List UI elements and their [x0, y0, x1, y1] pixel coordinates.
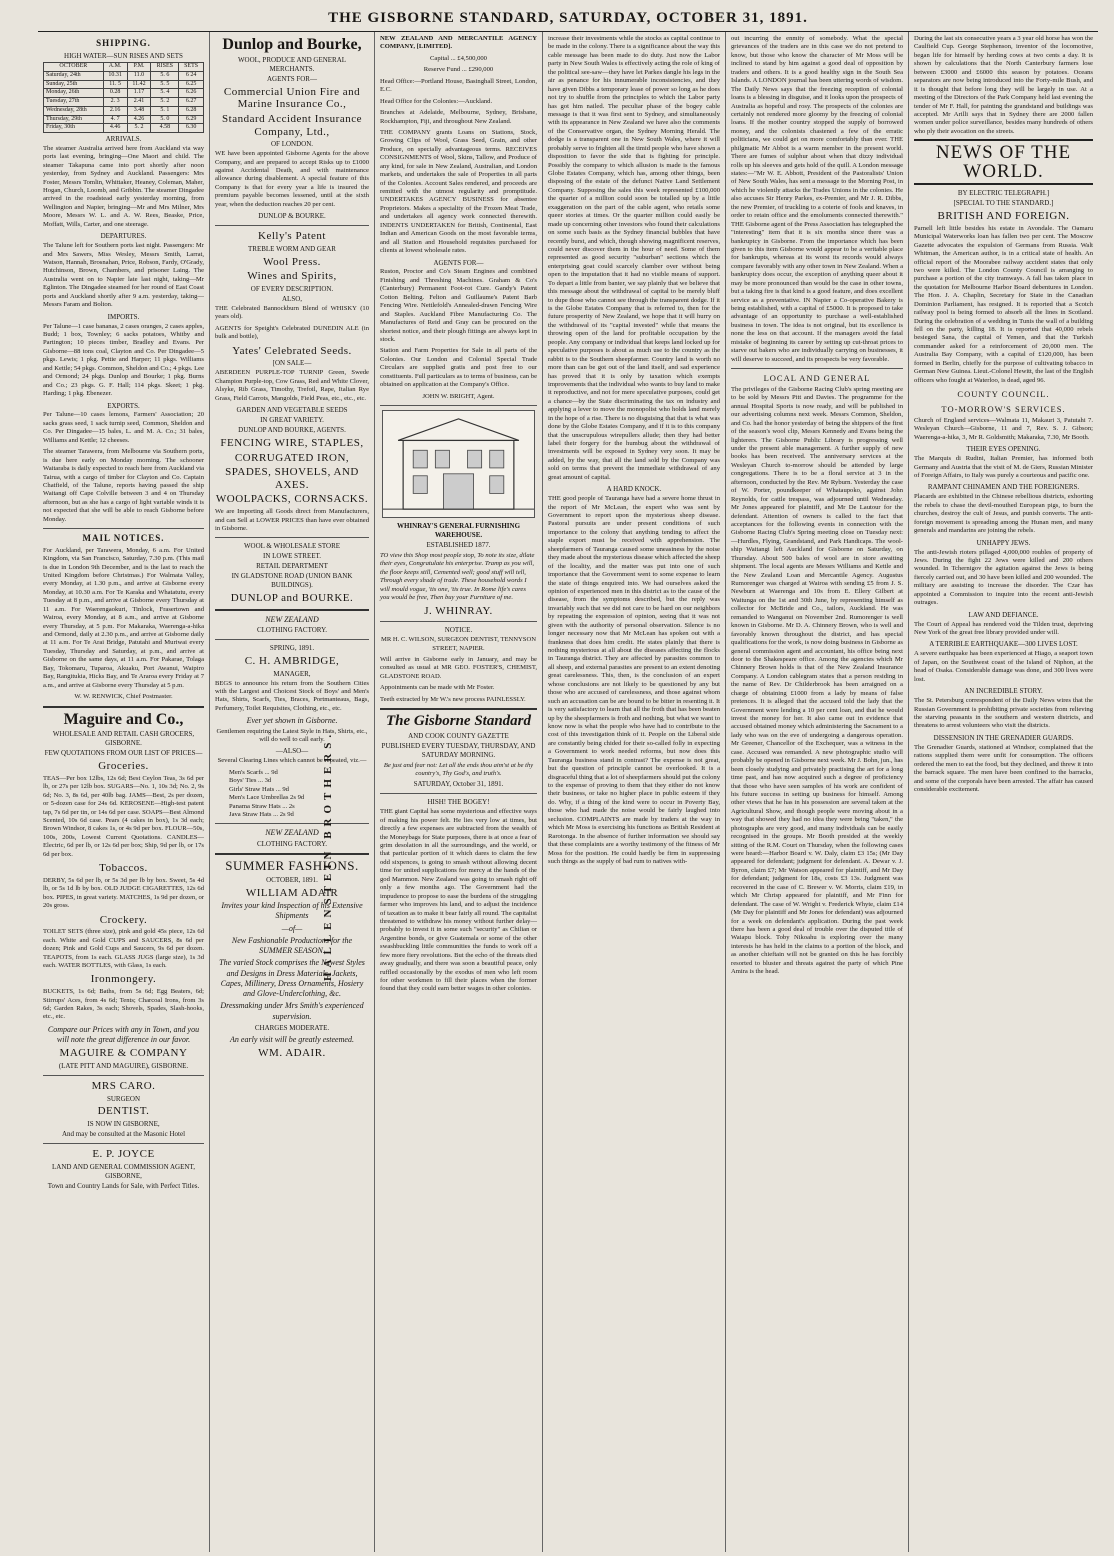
editorial-notes: out incurring the enmity of somebody. What the special grievances of the traders are in this case we do not pretend to know, but those who know the character of Mr Moss will be inclined to stand by him against a good deal of opposition by traders and others. It is a good healthy sign in the South Sea Islands. A LONDON journal has been uttering words of wisdom. The Daily News says that the freezing reception of colonial loans is a blessing in disguise, and it looks upon the prospects of Australia as hopeful and rosy. The prospects of the colonies are certainly not rendered more gloomy by the freezing of colonial loans. If the mother country stopped the supply of borrowed money, and the colonists chastened a few of the erratic politicians, we could get on more comfortably than ever. THE philgmatic Mr Abbot is a warm member in the present world. There are fumes of sulphur about when that dizzy individual rolls up his sleeves and gets hold of the quill. A London message states:—"Mr W. E. Abbott, President of the Pastoralists' Union of New South Wales, has sent a message to the Morning Post, in which he violently attacks the Trades Unions in the colonies. He also accuses Sir Henry Parkes, ex-Premier, and Mr J. R. Dibbs, the new Premier, of truckling to a coterie of fools and knaves, in order to retain office and the emoluments connected therewith." THE Gisborne agent of the Press Association has telegraphed the "interesting" item that it is six months since there was a bankruptcy in Gisborne. From the importance which has been given to this item Gisborne would appear to be a veritable place for bankrupts, whereas at its worst its records would always compare favorably with any other town in New Zealand. When a bankruptcy does occur, the exception of anything queer about it may be more pronounced than would be the case in other towns, but a taking fire is that kind is a good feature, and does excellent service as a preventative. IN Napier a Co-operative Bakery is being established, with a capital of £5000. It is proposed to take advantage of an opportunity to purchase a well-established business in town. The idea is not original, but its excellence is none the less on that account. If the managers avoid the fatal mistake of beginning its career by setting up cut-throat prices to starve out bakers who are individually carrying on businesses, it will deserve to succeed, and its prospects be very favorable. — [731, 35, 903, 363]
summer-fashions: SUMMER FASHIONS. — [225, 857, 359, 873]
divider — [43, 528, 204, 529]
station-text: Station and Farm Properties for Sale in all parts of the Colonies. Our London and Colonial Special Trade Circulars are supplied gratis and post free to our constituents. Full particulars as to terms of business, can be obtained on application at the Company's Office. — [380, 347, 537, 389]
shipping-heading: SHIPPING. — [96, 38, 151, 48]
importing-text: We are Importing all Goods direct from Manufacturers, and can Sell at LOWER PRICES than have ever obtained in Gisborne. — [215, 508, 369, 532]
divider — [43, 706, 204, 708]
clearing-item: Panama Straw Hats ... 2s — [229, 802, 295, 810]
commercial-union: Commercial Union Fire and Marine Insurance Co., — [223, 85, 361, 111]
nzmca-title: NEW ZEALAND AND MERCANTILE AGENCY COMPANY, [LIMITED]. — [380, 35, 537, 51]
maguire-title: Maguire and Co., — [63, 710, 184, 728]
departures-text: The Talune left for Southern ports last night. Passengers: Mr and Mrs Sawers, Miss Wesley, Messrs Smith, Larrat, Watson, Hannah, Brosnahan, Price, Robson, Fardy, O'Grady, Hutchinson, Brown, Chambers, and prisoner Laing. The Australia went on to Napier late last night, taking—Mr Eglinton. The Dingadee steamed for her round of East Coast ports and Auckland shortly after 9 a.m. yesterday, taking—Messrs Faram and Bolton. — [43, 242, 204, 309]
mail-heading: MAIL NOTICES. — [82, 533, 165, 544]
tide-cell: 3.48 — [127, 106, 151, 115]
maguire-signature-sub: (LATE PITT AND MAGUIRE), GISBORNE. — [58, 1061, 189, 1070]
clearing-item: Girls' Straw Hats ... 9d — [229, 785, 289, 793]
tide-row — [44, 124, 204, 133]
divider — [380, 405, 537, 406]
compare-note: Compare our Prices with any in Town, and you will note the great difference in our favor. — [47, 1024, 200, 1045]
local-general-text: The privileges of the Gisborne Racing Club's spring meeting are to be sold by Messrs Pitt and Davies. The programme for the annual Hospital Sports is now ready, and will be published in our advertising columns next week. Messrs Common, Sheldon, and Co. had the honor yesterday of being the shippers of the first of the season's wool clip, Messrs Kennedy and Evans being the lighterers. The Gisborne Public Library is progressing well under the present able management. A further supply of new books has been received. The anniversary services at the Wesleyan Church to-morrow should be attended by large congregations. There is to be a floral service at 3 in the afternoon, conducted by the Rev. Mr Ryburn. Yesterday the case of W. Porter, poundkeeper of Whataupoko, against John Reynolds, for cattle trespass, was adjourned until Wednesday. Mr Jones appeared for plaintiff, and Mr De Lautour for the defendant. Attention of owners is called to the fact that acceptances for the following events in connection with the Gisborne Racing Club's Spring meeting close on Tuesday next:—Hurdles, Flying, Grandstand, and Park Handicaps. The wool-ship Waitangi left Auckland for Gisborne on Saturday, on Thursday. About 500 bales of wool are in store awaiting shipment. The local agents are Messrs Williams and Kettle and the New Zealand Loan and Mercantile Agency. Augustus Rumorenger was charged at Wairoa with sending £5 from J. S. Newburn at Waerenga and 10s from E. Ellery Gilbert at Waitunga on the 1st and 30th June, by representing himself as collector for McBride and Co., tailors, Auckland. He was remanded to Wanganui on November 2nd. Rumorenger is well known in Gisborne. Mr D. A. Chinnery Brown, who is well and favorably known throughout the district, and has special qualifications for the work, is now doing business in Gisborne as general commission agent and accountant, his office being next door to the Shakespeare office. Among the agencies which Mr Chinnery Brown holds is that of the New Zealand Insurance Company. A London cablegram states that a person residing in the name of Rev. Dr Childerbrook has been arraigned on a charge of obtaining £1000 from a lady by means of false pretences. It is alleged that the accused told the lady that the Government were lending a 10 per cent loan, and that he would invest the money for her. It also came out in evidence that accused obtained money which administering the Sacrament to a lady who was on the eve of undergoing a dangerous operation. Mr Greener, Chancellor of the Exchequer, was a witness in the case. Accused was remanded. A new photographic studio will probably be opened in Gisborne next week. Mr J. Bohn, jun., has been closely studying and privately practising the art for a long time past, and has now acquired such a degree of proficiency that those who have seen samples of his work are confident of his future success in setting up business for himself. Among other views that he has in his possession are several taken at the Agricultural Show, and though people were moving about in a way that showed they had no idea they were being "taken," the photographs are very good, and many individuals can be easily recognised in the groups. Mr Booth presided at the weekly sitting of the R.M. Court on Thursday, when the following cases were heard:—Harbor Board v. W. Daly, claim £3 15s; (Mr Day appeared for defendant; judgment for defendant. A. Dewar v. J. Byron, claim £7; Mr Watson appeared for plaintiff, and Mr Day for defendant; judgment for 18s, costs £3 13s. Judgment was recovered in the case of C. Brewer v. W. Morris, claim £19, in which Mr Chrisp appeared for plaintiff, and Mr Finn for defendant. The case of W. Wright v. Frederick Whyte, claim £14 (Mr Day for plaintiff and Mr Jones for defendant) was adjourned for a week on defendant's application. During the past week there has been a good deal of trouble over the disputed title of Waiapu block. Toby Nikoahu is exploring over the many interests he has held in the claims to a portion of the block, and as another chieftain will not be granted on this he has forcibly resorted to bluster and threats against the party of which Pine Amira is the head. — [731, 385, 903, 976]
incredible-text: The St. Petersburg correspondent of the Daily News wires that the Russian Government is prohibiting private societies from relieving the starving peasants in the southern and western districts, and threatens to arrest volunteers who visit the districts. — [914, 697, 1093, 730]
electric-telegraph: BY ELECTRIC TELEGRAPH.] — [957, 189, 1050, 198]
manager: MANAGER, — [273, 669, 311, 678]
tide-row — [44, 106, 204, 115]
news-of-world-title: NEWS OF THE WORLD. — [914, 139, 1093, 185]
tide-cell: 2. 3 — [103, 98, 127, 107]
incredible-heading: AN INCREDIBLE STORY. — [964, 687, 1043, 696]
shipping-notes: The steamer Tarawera, from Melbourne via Southern ports, is due here early on Monday morning. The schooner Waitaraba is daily expected to reach here from Auckland via Tairua, with a cargo of timber for Clayton and Co. Captain Chatfield, of the Talune, reports having passed the ship Waitangi off Cape Colville between 3 and 4 on Thursday afternoon, but as she has a cargo of light variable winds it is not expected that she will be able to reach Gisborne before Monday. — [43, 448, 204, 523]
maguire-sub: WHOLESALE AND RETAIL CASH GROCERS, GISBORNE. — [52, 730, 195, 748]
tide-cell: Wednesday, 28th — [44, 106, 104, 115]
tide-cell: 5. 0 — [151, 115, 179, 124]
garden-seeds: GARDEN AND VEGETABLE SEEDS — [236, 406, 348, 415]
joyce-title: E. P. JOYCE — [92, 1148, 155, 1161]
gladstone-road: IN GLADSTONE ROAD (UNION BANK BUILDINGS). — [231, 572, 353, 590]
quotations: FEW QUOTATIONS FROM OUR LIST OF PRICES— — [44, 749, 203, 758]
column-6-top: During the last six consecutive years a 3 year old horse has won the Caulfield Cup. George Stephenson, inventor of the locomotive, began life for himself by herding cows at two cents a day. It is shown by calculations that the North Canterbury farmers lose between £3000 and £6000 this season by potatoes. Oceans separators are now being introduced into the Forty-mile Bush, and it is thought that before long they will be largely in use. At a meeting of the Directors of the Park Company held last evening the tender of Mr F. Hall, for painting the grandstand and buildings was accepted. Mr Arilli says that in Sydney there are 2000 fallen women under police surveillance, besides many hundreds of others who ply their avocation on the streets. — [914, 35, 1093, 135]
tobaccos-heading: Tobaccos. — [99, 862, 148, 875]
tide-header: OCTOBER — [44, 63, 104, 72]
editorial-text: increase their investments while the stocks as capital continue to be made in the colony. There is a significance about the way this cable message has been made to do duty. Just now the Labor party in New South Wales is effectively acting the role of king of the political see-saw—they have let Parkes dangle his legs in the air as penance for his innumerable inconsistencies, and they have given Dibbs a temporary lease of power so long as he does not try to shuffle from the principles to which the Labor party has got him nailed. The peculiar phase of the bogey cable message is that it was first sent to Sydney, and simultaneously with its appearance in New Zealand we have also the comments of the Conservative organ, the Sydney Morning Herald. The dodge is a transparent one in New South Wales, where it will probably serve to frighten all the timid people who have shown a disposition to favor the side that is fighting for principle. Possibly the company to which allusion is made is the famous Globe Estates Company, which has, among other things, been disposing of the estate of the defunct Native Land Settlement Company. Supposing the sales this week represented £100,000 the quarter of a million could soon be totalled up by a little exaggeration on the part of the cable agent, who retails some queer stories at times. Or the quarter million could easily be made up concerning other investors who found their calculations on some such basis as the Sydney financial bubbles that have recently burst, and which, though showing magnificent reserves, could never discover them in the hour of need. Some of them represented as good security "suburban" sections which the enterprising goat could scarcely clamber over without being open to the imputation that it had no visible means of support. To depart a little from banter, we say plainly that we believe that this message about the withdrawal of capital to be merely bluff to dupe those who cannot see through the transparent dodge. If it is the Globe Estates Company that is referred to, then for the future prosperity of New Zealand, we hope that it will hurry on the withdrawal of its "capital invested" while that means the throwing open of the land for profitable occupation by the people. Any company or individual that keeps land locked up for speculative purposes is about as much use to the country as the rabbit is to the Southern sheepfarmer. Country land is worth no more than can be got out of the land itself, and sad experience has proved that it is only by taxation which exempts improvements that the individual who wants to buy land to make it reproductive, and not for mere speculative purposes, could get a chance—by the State discriminating the tax on industry and applying a lever to move the monopolist who holds land merely in the hope of a rise. There is no disguising that that is what was done by the Globe Estates Company, and if it is to this company that the unscrupulous wirepullers allude; then they had better label their forgery for the humbug about the withdrawal of investments will be exposed in Sydney very soon. It may be added, by the way, that all the land sold by the Company was sold on terms that prevent the immediate withdrawal of any great amount of capital. — [548, 35, 720, 481]
bright-signature: JOHN W. BRIGHT, Agent. — [422, 392, 495, 400]
crockery-heading: Crockery. — [99, 913, 148, 926]
speights: AGENTS for Speight's Celebrated DUNEDIN ALE (in bulk and bottle), — [215, 324, 369, 341]
colonies-office: Head Office for the Colonies:—Auckland. — [380, 97, 493, 105]
issue-date: SATURDAY, October 31, 1891. — [413, 780, 504, 789]
tide-row — [44, 72, 204, 81]
yates-seeds: Yates' Celebrated Seeds. — [232, 344, 352, 357]
dunlop-sub: WOOL, PRODUCE AND GENERAL MERCHANTS. — [237, 55, 347, 73]
divider — [215, 639, 369, 640]
early-visit: An early visit will be greatly esteemed. — [230, 1034, 354, 1044]
reserve: Reserve Fund ... £290,000 — [423, 66, 494, 74]
divider — [43, 1075, 204, 1076]
arrivals-text: The steamer Australia arrived here from Auckland via way ports last evening, bringing—One Maori and child. The steamer Takapuna came into port shortly after noon yesterday, from Sydney and Auckland. Passengers: Mrs Foster, Messrs Tomlin, Whittaker, Heaney, Coleman, Maher, Hogan, Church, Loomb, and Gribbin. The steamer Dingadee arrived in the roadstead early yesterday morning, from Wellington and Napier, bringing—Mr and Mrs Milner, Mrs Moore, Messrs W. L. and A. W. Rees, Beaske, Price, Moffatt, Wills, Carter, and one steerage. — [43, 144, 204, 228]
dissension-text: The Grenadier Guards, stationed at Windsor, complained that the rations supplied them were unfit for consumption. The officers ordered the men to eat the food, but they declined, and threw it into the barrack square. The men have been confined to the barracks, and some of the corporals have been arrested. The affair has caused considerable excitement. — [914, 743, 1093, 793]
tide-cell: 1.17 — [127, 89, 151, 98]
their-eyes-heading: THEIR EYES OPENING. — [966, 445, 1041, 454]
clearing-item: Java Straw Hats ... 2s 9d — [229, 811, 294, 819]
william-adair: WILLIAM ADAIR — [245, 886, 339, 899]
crockery-text: TOILET SETS (three size), pink and gold 45s piece, 12s 6d each. White and Gold CUPS and SAUCERS, 8s 6d per dozen; Pink and Gold Cups and Saucers, 9s 6d per dozen. TEAPOTS, from 1s each. GLASS JUGS (large size), 1s 3d each. WATER BOTTLES, with Glass, 1s each. — [43, 928, 204, 969]
treble-worm: TREBLE WORM AND GEAR — [248, 244, 336, 253]
fencing-wire: FENCING WIRE, STAPLES, — [220, 436, 364, 449]
wool-store: WOOL & WHOLESALE STORE — [243, 542, 341, 551]
on-sale: [ON SALE— — [272, 359, 312, 368]
clearing-item: Men's Lace Umbrellas 2s 9d — [229, 794, 305, 802]
tobaccos-text: DERBY, 5s 6d per lb, or 5s 3d per lb by box. Sweet, 5s 4d lb, or 5s 1d lb by box. OLD JUDGE CIGARETTES, 12s 6d box. PIPES, in great variety. MATCHES, 1s 9d per dozen, or 20s gross. — [43, 876, 204, 910]
tide-row — [44, 89, 204, 98]
tide-cell: 5. 2 — [151, 98, 179, 107]
ironmongery-heading: Ironmongery. — [90, 973, 157, 986]
clearing-list — [215, 769, 369, 820]
tide-cell: Thursday, 29th — [44, 115, 104, 124]
spring-1891: SPRING, 1891. — [269, 644, 315, 653]
standard-accident: Standard Accident Insurance Company, Ltd., — [222, 112, 362, 138]
hard-knock-text: THE good people of Tauranga have had a severe home thrust in the report of Mr McLean, the expert who was sent by Government to report upon the mysterious sheep disease. Pastoral pursuits are under present conditions of such importance to the colony that anything tending to affect the staple export must be received with apprehension. The sheepfarmers of Tauranga caused some uneasiness by the noise they made about the mysterious disease which affected the sheep of the locality, and the matter was put into one of such importance that the Government went to some expense to learn the state of things enquired into. We had ourselves asked the opinion of experienced men in this district as to the cause of the disease, from the symptoms described, but the reply was invariably such that we did not care to be hard on our neighbors by repeating the expression of opinion, seeing that it was not given with the authority of personal observation. Silence is no longer necessary now that Mr McLean has spoken out with a frankness that does him credit. He states plainly that there is nothing mysterious at all about the diseases affecting the flocks in Tauranga district. They are affected by parasites common to all sheep, and external parasites are present to an extent denoting great carelessness. This, then, is the conclusion of an expert whose conclusions are not likely to be questioned by any but those who are accused of carelessness, and those against whom such an accusation can be are bound to be bitter in resenting it. It is very satisfactory to learn that all the froth that has been beaten up by the sheepfarmers is froth and nothing, but what we want to know now is what the people who have had to contribute to the cost of this investigation think of it. People on the Liberal side are constantly being chided for their so-called folly in expecting a Government to work needed reforms, but now does this Tauranga business stand in contrast? The expense is not great, but the question of principle cannot be overlooked. It is a disgraceful thing that a lot of sheepfarmers should put the colony to the expense of proving to them that they either do not know their business, or take no higher place in public esteem if they do. Why, if a thing of the kind were to occur in Poverty Bay, those who had made the noise would be fairly laughed into seclusion. COMPLAINTS are made by traders at the way in which Mr Moss is exercising his functions as British Resident at Rarotonga. In the absence of further information we should say that these complaints are a worthy testimony of the fitness of Mr Moss for the position. He could hardly be firm in suppressing such things as the supply of bad rum to natives with- — [548, 495, 720, 865]
head-office: Head Office:—Portland House, Basinghall Street, London, E.C. — [380, 77, 537, 94]
clearing-item: Boys' Ties ... 3d — [229, 777, 272, 785]
joyce-note: Town and Country Lands for Sale, with Perfect Titles. — [47, 1181, 200, 1190]
whinray-title: WHINRAY'S GENERAL FURNISHING WAREHOUSE. — [396, 522, 521, 539]
lowe-street: IN LOWE STREET. — [263, 552, 321, 561]
dressmaking: Dressmaking under Mrs Smith's experienced supervision. — [220, 1001, 364, 1021]
agents-list: Ruston, Proctor and Co's Steam Engines and combined Finishing and Threshing Machines. Graham & Co's (Canterbury) Permanent Foot-rot Cure. Gandy's Patent Cotton Belting. Felton and Guillaume's Patent Barb Fencing Wire. Nettlefold's Annealed-drawn Fencing Wire and Staples. Auckland Fibre Manufacturing Co. The Manufactures of Reid and Gray can be procured on the shortest notice, and their plough fittings are always kept in stock. — [380, 268, 537, 343]
dentist-sub: IS NOW IN GISBORNE, — [87, 1120, 160, 1129]
warehouse-engraving — [382, 410, 535, 518]
of-divider: —of— — [281, 923, 303, 933]
unhappy-heading: UNHAPPY JEWS. — [976, 538, 1031, 547]
tide-cell: 4.26 — [127, 115, 151, 124]
tide-cell: 11.0 — [127, 72, 151, 81]
whinray-poem: TO view this Shop most people stop, To note its size, dilate their eyes, Congratulate his enterprise. Tramp as you will, the floor keeps still, Cemented well; good stuff will tell, Through every shade of trade. These household words I will mould vogue, 'tis one, 'tis true. In Rome life's cares you would be free, Then buy your Furniture of me. — [380, 551, 535, 602]
tide-cell: 11.42 — [127, 80, 151, 89]
exports-heading: EXPORTS. — [107, 401, 140, 410]
tide-table — [43, 62, 204, 132]
wilson-name: MR H. C. WILSON, SURGEON DENTIST, TENNYSON STREET, NAPIER. — [381, 636, 536, 652]
tomorrow-services-heading: TO-MORROW'S SERVICES. — [941, 403, 1066, 414]
tide-cell: 0.28 — [103, 89, 127, 98]
mail-signature: W. W. RENWICK, Chief Postmaster. — [74, 693, 173, 701]
capital: Capital ... £4,500,000 — [430, 54, 487, 62]
tide-cell: 5. 5 — [151, 80, 179, 89]
teeth-extracted: Teeth extracted by Mr W.'s new process PAINLESSLY. — [380, 695, 526, 703]
rampant-heading: RAMPANT CHINAMEN AND THE FOREIGNERS. — [927, 483, 1080, 492]
tide-header: P.M. — [127, 63, 151, 72]
agents-for-3: AGENTS FOR— — [433, 258, 484, 267]
tide-cell: 2.41 — [127, 98, 151, 107]
tide-cell: 6 24 — [179, 72, 204, 81]
spades-shovels: SPADES, SHOVELS, AND AXES. — [225, 466, 359, 491]
arrivals-heading: ARRIVALS. — [105, 134, 142, 143]
tide-header-row — [44, 63, 204, 72]
columns — [38, 32, 1098, 1552]
special-standard: [SPECIAL TO THE STANDARD.] — [953, 199, 1054, 208]
hish-text: THE giant Capital has some mysterious and effective ways of making his power felt. He lies very low at times, but directly a few expenses are subtracted from the wealth of the Moneybags for State purposes, there is at once a fear of grim desolation in all the surroundings, and the world, or that particular portion of it which dares to claim the few odd sixpences, is going to smash without allowing decent time for united supplications for mercy at the hands of the god Mammon. New Zealand was going to smash right off only a few months ago. The Government had the impudence to propose to ease the burdens of the struggling farmer who improves his land, and to adjust the incidence of taxation as to make it bear fairly all round. The capitalist threatened to withdraw his money without further delay—probably to invest it in some such "security" as Chilian or Argentine bonds, or give Guatemala or some of the other swashbuckling little communities the funds to work off a few more fiery revolutions. But the echo of the threats died away gradually, and there was soon a beautiful peace, only ruffled occasionally by the exodus of men who left room for other workmen to fill their places when the former found that they could earn better wages in other colonies. — [380, 808, 537, 993]
agency-text: WE have been appointed Gisborne Agents for the above Company, and are prepared to accept Risks up to £1000 against Accidental Death, and with maintenance allowance during disablement. A special feature of this Company is that for every year a life is insured the premium payable becomes lessened, until at the sixth year, when the deduction reaches 20 per cent. — [215, 150, 369, 208]
earthquake-text: A severe earthquake has been experienced at Hiago, a seaport town of Japan, on the Southwest coast of the Island of Niphon, at the head of Osaka. Considerable damage was done, and 300 lives were lost. — [914, 650, 1093, 683]
warehouse-building-icon — [383, 411, 534, 517]
tide-cell: 5. 4 — [151, 89, 179, 98]
kellys-patent: Kelly's Patent — [258, 230, 326, 243]
divider — [380, 708, 537, 710]
tide-cell: 6.28 — [179, 106, 204, 115]
every-description: OF EVERY DESCRIPTION. — [250, 285, 334, 294]
agents-for: AGENTS FOR— — [267, 74, 317, 83]
bannockburn: THE Celebrated Bannockburn Blend of WHISKY (10 years old). — [215, 304, 369, 321]
hish-heading: HISH! THE BOGEY! — [427, 798, 490, 807]
clothing-factory-2: CLOTHING FACTORY. — [256, 839, 327, 848]
tide-cell: 4. 7 — [103, 115, 127, 124]
tide-row — [44, 98, 204, 107]
tide-cell: 11. 5 — [103, 80, 127, 89]
tide-cell: Friday, 30th — [44, 124, 104, 133]
divider — [215, 853, 369, 855]
county-council-heading: COUNTY COUNCIL. — [957, 389, 1050, 400]
divider — [215, 609, 369, 611]
of-london: OF LONDON. — [271, 140, 313, 149]
masthead: THE GISBORNE STANDARD, SATURDAY, OCTOBER 31, 1891. — [38, 6, 1098, 32]
tide-cell: 6.26 — [179, 89, 204, 98]
column-4 — [543, 32, 726, 1552]
published: PUBLISHED EVERY TUESDAY, THURSDAY, AND SATURDAY MORNING. — [381, 741, 536, 759]
divider — [215, 537, 369, 538]
tide-cell: 5. 1 — [151, 106, 179, 115]
db-agents: DUNLOP AND BOURKE, AGENTS. — [238, 425, 346, 434]
hard-knock-heading: A HARD KNOCK. — [606, 485, 662, 494]
earthquake-heading: A TERRIBLE EARTHQUAKE—300 LIVES LOST. — [929, 640, 1078, 649]
tide-header: A.M. — [103, 63, 127, 72]
tide-cell: 6.25 — [179, 80, 204, 89]
whinray-signature: J. WHINRAY. — [424, 604, 493, 617]
ambridge-text: BEGS to announce his return from the Southern Cities with the Largest and Choicest Stock of Boys' and Men's Hats, Shirts, Scarfs, Ties, Braces, Portmanteaus, Bags, Perfumery, Toilet Requisites, Clothing, etc., etc. — [215, 679, 369, 712]
ambridge-name: C. H. AMBRIDGE, — [244, 654, 340, 667]
great-variety: IN GREAT VARIETY. — [260, 416, 324, 425]
column-6 — [909, 32, 1098, 1552]
tide-cell: Sunday, 25th — [44, 80, 104, 89]
nz-clothing-2: NEW ZEALAND — [265, 828, 319, 838]
groceries-text: TEAS—Per box 12lbs, 12s 6d; Best Ceylon Teas, 3s 6d per lb, or 27s per 12lb box. SUGARS—No. 1, 10s 3d; No. 2, 9s 6d; No. 3, 8s 6d, per 40lb bag. JAMS—Best, 2s per dozen, or 5-dozen case for 24s 6d. KEROSENE—High-test patent tap, 7s 6d per tin, or 14s 6d per case. SOAPS—Best Almond Scented, 10s 6d case. Pears (4 cakes in box), 1s 3d each; Brown Windsor, 8 cakes 1s, or 4s 9d per box. FLOUR—50s, 100s, 200s, Lowest Current Quotations. CANDLES—Electric, 6d per lb, or 12s 6d per box; Ship, 9d per lb, or 17s 6d per box. — [43, 774, 204, 858]
woolpacks: WOOLPACKS, CORNSACKS. — [215, 493, 369, 506]
tide-cell: Saturday, 24th — [44, 72, 104, 81]
tide-header: SETS — [179, 63, 204, 72]
their-eyes-text: The Marquis di Rudini, Italian Premier, has informed both Germany and Austria that the visit of M. de Giers, Russian Minister of Foreign Affairs, to Italy was purely a courteous and pacific one. — [914, 455, 1093, 479]
tide-row — [44, 80, 204, 89]
maguire-signature: MAGUIRE & COMPANY — [59, 1047, 188, 1060]
tide-cell: 4.46 — [103, 124, 127, 133]
established: ESTABLISHED 1877. — [426, 540, 491, 549]
tide-cell: 2.16 — [103, 106, 127, 115]
tide-cell: 6.30 — [179, 124, 204, 133]
several-lines: Several Clearing Lines which cannot be repeated, viz.— — [217, 757, 367, 765]
dissension-heading: DISSENSION IN THE GRENADIER GUARDS. — [933, 733, 1074, 742]
column-3 — [375, 32, 543, 1552]
october-1891: OCTOBER, 1891. — [266, 875, 318, 884]
unhappy-text: The anti-Jewish rioters pillaged 4,000,000 roubles of property of Jews. During the fight 22 Jews were killed and 200 others wounded. In Tchernigov the agitation against the Jews is being fiercely carried out, and 30 have been killed and 200 wounded. The military are assisting to increase the disorder. The Czar has appointed a Commission to inquire into the recent anti-Jewish outrages. — [914, 548, 1093, 607]
dentist-note: And may be consulted at the Masonic Hotel — [61, 1130, 186, 1139]
branches: Branches at Adelaide, Melbourne, Sydney, Brisbane, Rockhampton, Fiji, and throughout New Zealand. — [380, 109, 537, 125]
law-text: The Court of Appeal has rendered void the Tilden trust, depriving New York of the great free library provided under will. — [914, 620, 1093, 636]
dunlop-title: Dunlop and Bourke, — [222, 36, 362, 53]
local-general-heading: LOCAL AND GENERAL — [763, 373, 871, 384]
company-text: THE COMPANY grants Loans on Stations, Stock, Growing Clips of Wool, Grass Seed, Grain, and other Produce, on specially advantageous terms. RECEIVES CONSIGNMENTS of Wool, Skins, Tallow, and Produce of any kind, for sale in New Zealand, Australian, and London markets, and undertakes the sale of Properties in all parts of the Colonies. Account Sales rendered, and proceeds are remitted with the utmost regularity and promptitude. UNDERTAKES AGENCY BUSINESS for absentee Proprietors. Makes a speciality of the Frozen Meat Trade, and undertakes all agency work connected therewith. INDENTS UNDERTAKEN for British, Continental, East Indian and American Goods on the most favorable terms, and all Station and Household requisites purchased for clients at lowest wholesale rates. — [380, 128, 537, 255]
gisborne-standard-title: The Gisborne Standard — [385, 713, 532, 730]
corrugated-iron: CORRUGATED IRON, — [234, 451, 350, 464]
dentist-heading: DENTIST. — [97, 1105, 150, 1118]
notice-heading: NOTICE. — [444, 626, 473, 635]
tide-cell: Tuesday, 27th — [44, 98, 104, 107]
divider — [43, 1143, 204, 1144]
tide-cell: 4.58 — [151, 124, 179, 133]
tide-heading: HIGH WATER—SUN RISES AND SETS — [64, 51, 183, 60]
joyce-sub: LAND AND GENERAL COMMISSION AGENT, GISBORNE, — [52, 1162, 195, 1180]
departures-heading: DEPARTURES. — [100, 232, 147, 241]
dunlop-bourke-big: DUNLOP and BOURKE. — [230, 592, 354, 605]
tide-header: RISES — [151, 63, 179, 72]
imports-heading: IMPORTS. — [107, 312, 140, 321]
wilson-text: Will arrive in Gisborne early in January, and may be consulted as usual at MR GEO. FOSTER'S, CHEMIST, GLADSTONE ROAD. — [380, 655, 537, 680]
divider — [215, 823, 369, 824]
divider — [380, 621, 537, 622]
wool-press: Wool Press. — [263, 255, 321, 268]
seed-list: ABERDEEN PURPLE-TOP TURNIP Green, Swede Champion Purple-top, Cow Grass, Red and White Clover, Alsyke, Rib Grass, Timothy, Trefoil, Rape, Italian Rye Grass, Field Carrots, Mangolds, Field Peas, etc., etc., etc. — [215, 369, 369, 402]
nz-clothing-1: NEW ZEALAND — [265, 614, 319, 624]
british-foreign: BRITISH AND FOREIGN. — [937, 210, 1070, 223]
tomorrow-text: Church of England services—Walmata 11, Makauri 3, Patutahi 7. Wesleyan Church—Gisborne, 11 and 7, Rev. S. J. Gibson; Waerenga-a-hika, 3, Mr R. Goldsmith; Makaraka, 7.30, Mr Booth. — [914, 416, 1093, 441]
divider — [380, 793, 537, 794]
british-text: Parnell left little besides his estate in Avondale. The Oamaru Municipal Waterworks loan has fallen two per cent. The Moscow Gazette advocates the expulsion of Germans from Russia. Walt Whitman, the American author, is in a critical state of health. An official report of the Moorabee railway accident states that only two were killed. The London County Council is arranging to purchase a portion of the city tramways. A fall has taken place in the quotation for Melbourne Harbor Board debentures in London. The Hon. J. A. Chaplin, Secretary for State in the Canadian Dominion Parliament, has resigned. It is reported that a Scotch railway pool is being formed to absorb all the lines in Scotland. During the celebration of a wedding in Tunis the wall of a building fell on the party, killing 18. It is reported that 40,000 rebels besieged Sana, the capital of Yemen, and that the Turkish commander asked for a reinforcement of 20,000 men. The Australia Bay Company, with a capital of £120,000, has been formed in Berlin, chiefly for the purpose of cultivating tobacco in German New Guinea. Lieut.-Colonel Hewitt, the last of the English officers who fought at Waterloo, is dead, aged 96. — [914, 224, 1093, 384]
motto: Be just and fear not: Let all the ends thou aim'st at be thy country's, Thy God's, and truth's. — [383, 761, 534, 778]
law-heading: LAW AND DEFIANCE. — [968, 610, 1039, 619]
varied-stock: The varied Stock comprises the Newest Styles and Designs in Dress Materials, Jackets, Capes, Millinery, Dress Ornaments, Hosiery and Glove-Underclothing, &c. — [219, 958, 365, 999]
divider — [215, 225, 369, 226]
clothing-factory-1: CLOTHING FACTORY. — [256, 626, 327, 635]
mail-text: For Auckland, per Tarawera, Monday, 6 a.m. For United Kingdom, via San Francisco, Saturday, 7.30 p.m. (This mail is due in London 9th December, and is the last to reach the United Kingdom before Christmas.) For Walmata Valley, every Monday, at 1.30 p.m., and arrive at Gisborne every Monday, at 10.30 a.m. For Te Karaka and Whatatutu, every Tuesday at 8 p.m., and arrive at Gisborne every Thursday at 11 a.m. For Waerengaokuri, Tinlock, Frasertown and Wairoa, every Monday, at 8 a.m., and arrive at Gisborne every Thursday, at 5 p.m. For Makaraka, Waerenga-a-hika and Ormond, daily at 2.30 p.m., and arrive at Gisborne daily at 11 a.m. For Te Arai Bridge, Patutahi and Muriwai every Tuesday, Thursday and Saturday, at p.m., and arrive at Gisborne on the same days, at 11 a.m. For Pakarae, Tolaga Bay, Tokomaru, Tuparoa, Akuaku, Port Awanui, Waipiro Bay, Rangitukia, Hicks Bay, and Te Araroa every Friday at 7 a.m., and arrive at Gisborne every Thursday at 5 p.m. — [43, 546, 204, 689]
column-5 — [726, 32, 909, 1552]
tide-cell: 5. 6 — [151, 72, 179, 81]
charges-moderate: CHARGES MODERATE. — [254, 1023, 330, 1032]
also: ALSO, — [281, 295, 303, 304]
wm-adair-sig: WM. ADAIR. — [258, 1046, 326, 1059]
groceries-heading: Groceries. — [98, 760, 149, 773]
tide-row — [44, 115, 204, 124]
vertical-advert-text: HALLENSTEIN BROTHERS. — [322, 729, 334, 981]
ever-yet: Ever yet shown in Gisborne. — [246, 716, 338, 726]
tide-cell: 10.31 — [103, 72, 127, 81]
imports-text: Per Talune—1 case bananas, 2 cases oranges, 2 cases apples, Budd; 1 box, Townley; 6 sacks potatoes, Whitby and Partington; 10 pieces timber, Bradley and Evans. Per Gisborne—88 tons coal, Clayton and Co. Per Dingadee—5 pkgs. Lewis; 1 pkg. Pettie and Harper; 11 pkgs. Williams and Kettle; 54 pkgs. Common, Sheldon and Co.; 4 pkgs. Lee and Ormond; 24 pkgs. Dunlop and Bourke; 1 pkg. Burns and Co.; 23 pkgs. G. F. Hall; 114 pkgs. Skeet; 1 pkg. Harding; 1 pkg. Ebenezer. — [43, 322, 204, 398]
exports-text: Per Talune—10 cases lemons, Farmers' Association; 20 sacks grass seed, 1 sack turnip seed, Common, Sheldon and Co. Per Dingadee—15 bales, L. and M. A. Co.; 31 bales, Williams and Kettle; 12 cheeses. — [43, 411, 204, 444]
caro-title: MRS CARO. — [91, 1079, 156, 1092]
column-2 — [210, 32, 375, 1552]
gazette-sub: AND COOK COUNTY GAZETTE — [408, 731, 509, 740]
tide-cell: Monday, 26th — [44, 89, 104, 98]
clearing-item: Men's Scarfs ... 9d — [229, 768, 278, 776]
appointments: Appointments can be made with Mr Foster. — [380, 684, 495, 692]
tide-cell: 6.27 — [179, 98, 204, 107]
dunlop-signature: DUNLOP & BOURKE. — [258, 212, 326, 221]
gentlemen-note: Gentlemen requiring the Latest Style in Hats, Shirts, etc., will do well to call early. — [216, 727, 368, 743]
wines-spirits: Wines and Spirits, — [247, 270, 337, 283]
also-2: —ALSO— — [275, 747, 309, 756]
invites: Invites your kind Inspection of his Extensive Shipments — [221, 901, 363, 921]
new-fashion: New Fashionable Productions for the SUMMER SEASON. — [231, 935, 353, 956]
retail-department: RETAIL DEPARTMENT — [256, 562, 328, 571]
tide-cell: 6.29 — [179, 115, 204, 124]
tide-body — [44, 72, 204, 133]
column-1 — [38, 32, 210, 1552]
tide-cell: 5. 2 — [127, 124, 151, 133]
ironmongery-text: BUCKETS, 1s 6d; Baths, from 5s 6d; Egg Beaters, 6d; Stirrups' Aces, from 4s 6d; Tents; Charcoal Irons, from 3s 6d; Garden Rakes, 3s each; Shovels, Spades, Slash-hooks, etc., etc. — [43, 988, 204, 1021]
caro-sub: SURGEON — [106, 1094, 141, 1103]
rampant-text: Placards are exhibited in the Chinese rebellious districts, exhorting the rebels to chase the devil-mouthed European pigs, to burn the churches, destroy the cult of Jesus, and punish converts. The anti-foreign movement is spreading among the Hunan men, and many generals and mandarins are joining the rebels. — [914, 493, 1093, 535]
divider — [731, 368, 903, 369]
